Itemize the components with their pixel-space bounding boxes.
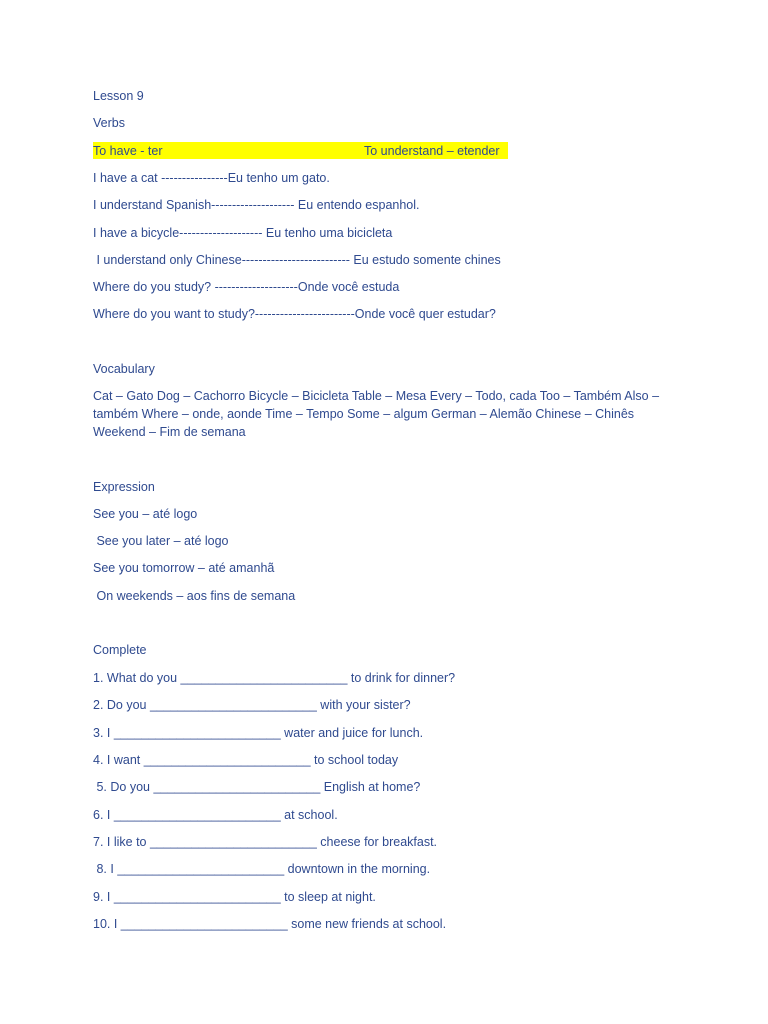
lesson-title: Lesson 9 (93, 89, 144, 103)
verb-sentence: Where do you study? --------------------Onde você estuda (93, 280, 400, 294)
verb-highlight-right: To understand – etender (364, 144, 500, 158)
verbs-heading: Verbs (93, 116, 125, 130)
exercise-item: 3. I ________________________ water and juice for lunch. (93, 726, 424, 740)
exercise-item: 4. I want ________________________ to school today (93, 753, 399, 767)
expression-item: See you tomorrow – até amanhã (93, 561, 275, 575)
complete-heading: Complete (93, 643, 147, 657)
expression-item: See you – até logo (93, 507, 198, 521)
exercise-item: 8. I ________________________ downtown in the morning. (93, 862, 431, 876)
exercise-item: 5. Do you ________________________ English at home? (93, 780, 421, 794)
exercise-item: 2. Do you ________________________ with your sister? (93, 698, 411, 712)
expression-item: See you later – até logo (93, 534, 229, 548)
expression-heading: Expression (93, 480, 155, 494)
exercise-item: 10. I ________________________ some new friends at school. (93, 917, 447, 931)
exercise-item: 9. I ________________________ to sleep at night. (93, 890, 376, 904)
verb-sentence: Where do you want to study?------------------------Onde você quer estudar? (93, 307, 496, 321)
verb-sentence: I have a bicycle-------------------- Eu tenho uma bicicleta (93, 226, 393, 240)
exercise-item: 7. I like to ________________________ cheese for breakfast. (93, 835, 438, 849)
expression-item: On weekends – aos fins de semana (93, 589, 296, 603)
verb-sentence: I understand only Chinese-------------------------- Eu estudo somente chines (93, 253, 501, 267)
vocabulary-heading: Vocabulary (93, 362, 155, 376)
verb-sentence: I understand Spanish-------------------- Eu entendo espanhol. (93, 198, 420, 212)
verb-sentence: I have a cat ----------------Eu tenho um gato. (93, 171, 330, 185)
verb-highlight-left: To have - ter (93, 144, 163, 158)
vocabulary-text: Cat – Gato Dog – Cachorro Bicycle – Bicicleta Table – Mesa Every – Todo, cada Too – Também Also – também Where – onde, aonde Time – Tempo Some – algum German – Alemão Chinese – Chinês Weekend – Fim de semana (93, 389, 660, 439)
exercise-item: 6. I ________________________ at school. (93, 808, 338, 822)
exercise-item: 1. What do you ________________________ to drink for dinner? (93, 671, 456, 685)
